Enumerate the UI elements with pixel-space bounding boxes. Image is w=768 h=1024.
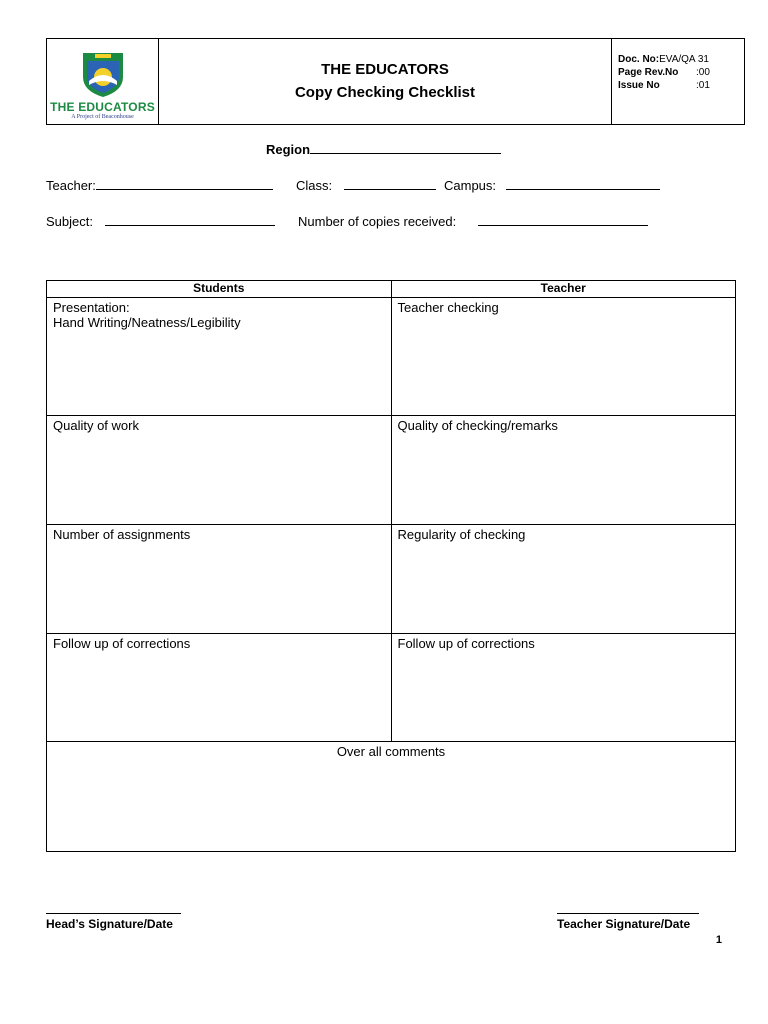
cell-label: Teacher checking	[397, 300, 499, 315]
copies-field	[298, 214, 648, 229]
cell-label: Regularity of checking	[397, 527, 526, 542]
campus-label: Campus:	[444, 178, 497, 193]
document-header	[46, 38, 745, 125]
doc-no-row	[618, 53, 744, 66]
class-input-line[interactable]	[344, 178, 436, 190]
title-block	[159, 39, 612, 124]
teacher-field	[46, 178, 273, 193]
cell-label: Number of assignments	[53, 527, 191, 542]
overall-comments-cell[interactable]	[47, 742, 736, 852]
teacher-cell-quality[interactable]	[391, 416, 736, 525]
column-header-teacher: Teacher	[391, 281, 736, 298]
cell-label: Follow up of corrections	[397, 636, 535, 651]
copies-label: Number of copies received:	[298, 214, 457, 229]
copies-input-line[interactable]	[478, 214, 648, 226]
table-row	[47, 525, 736, 634]
subject-label: Subject:	[46, 214, 93, 229]
teacher-signature-label: Teacher Signature/Date	[557, 917, 691, 931]
page-rev-value: :00	[696, 67, 710, 78]
region-label: Region	[266, 142, 311, 157]
teacher-cell-followup[interactable]	[391, 634, 736, 742]
cell-label: Presentation:	[53, 300, 130, 315]
region-field	[266, 142, 501, 157]
cell-label: Follow up of corrections	[53, 636, 191, 651]
region-input-line[interactable]	[310, 142, 501, 154]
cell-label: Quality of work	[53, 418, 139, 433]
students-cell-assignments[interactable]	[47, 525, 392, 634]
logo	[47, 39, 159, 124]
issue-label: Issue No	[618, 80, 660, 91]
doc-no-value: EVA/QA 31	[659, 54, 709, 65]
table-row	[47, 634, 736, 742]
campus-input-line[interactable]	[506, 178, 660, 190]
document-subtitle: Copy Checking Checklist	[294, 83, 476, 101]
page-number: 1	[715, 934, 722, 946]
subject-field	[46, 214, 275, 229]
crest-icon	[77, 47, 129, 99]
doc-info	[612, 39, 744, 124]
teacher-signature-line[interactable]	[557, 913, 699, 914]
page-rev-row	[618, 66, 744, 79]
table-header-row	[47, 281, 736, 298]
teacher-cell-checking[interactable]	[391, 298, 736, 416]
head-signature-line[interactable]	[46, 913, 181, 914]
overall-comments-label: Over all comments	[336, 744, 446, 759]
cell-label: Quality of checking/remarks	[397, 418, 558, 433]
logo-text: THE EDUCATORS	[50, 100, 155, 114]
subject-input-line[interactable]	[105, 214, 275, 226]
teacher-label: Teacher:	[46, 178, 96, 193]
doc-no-label: Doc. No:	[618, 54, 660, 65]
logo-subtext: A Project of Beaconhouse	[71, 114, 134, 120]
cell-sublabel: Hand Writing/Neatness/Legibility	[53, 315, 241, 330]
students-cell-quality[interactable]	[47, 416, 392, 525]
class-field	[296, 178, 436, 193]
issue-value: :01	[696, 80, 710, 91]
checklist-table	[46, 280, 736, 852]
column-header-students: Students	[47, 281, 392, 298]
table-row	[47, 742, 736, 852]
class-label: Class:	[296, 178, 333, 193]
teacher-input-line[interactable]	[96, 178, 273, 190]
teacher-cell-regularity[interactable]	[391, 525, 736, 634]
table-row	[47, 298, 736, 416]
page-rev-label: Page Rev.No	[618, 67, 679, 78]
students-cell-presentation[interactable]	[47, 298, 392, 416]
head-signature-label: Head’s Signature/Date	[46, 917, 173, 931]
document-title: THE EDUCATORS	[321, 60, 449, 78]
table-row	[47, 416, 736, 525]
students-cell-followup[interactable]	[47, 634, 392, 742]
campus-field	[444, 178, 660, 193]
issue-row	[618, 79, 744, 92]
